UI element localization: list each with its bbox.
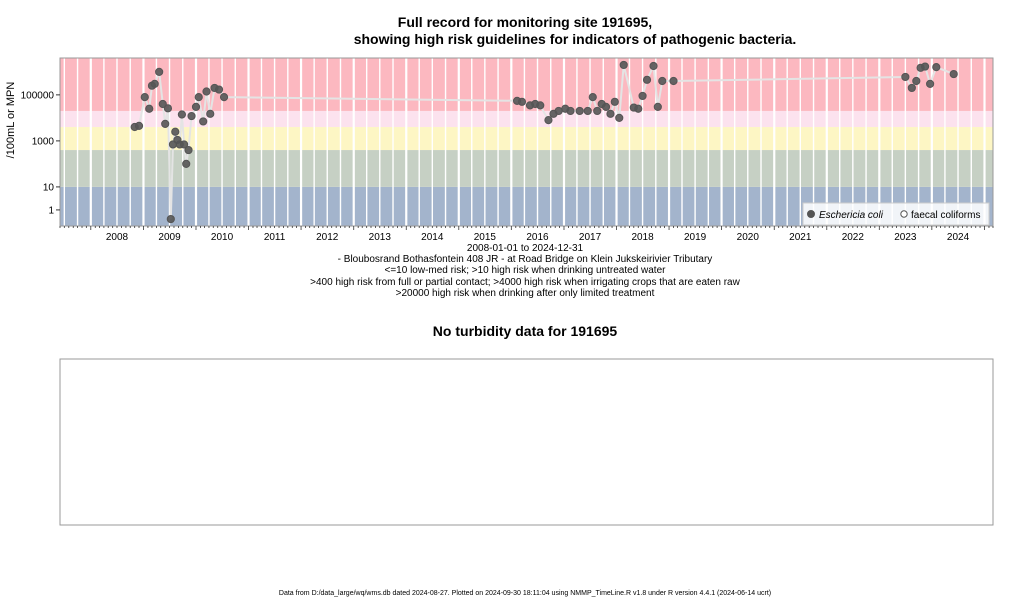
data-point	[921, 63, 928, 70]
data-point	[518, 98, 525, 105]
data-point	[589, 93, 596, 100]
x-tick-label: 2022	[841, 232, 864, 243]
data-point	[135, 122, 142, 129]
x-tick-label: 2011	[263, 232, 286, 243]
data-point	[908, 84, 915, 91]
data-point	[659, 77, 666, 84]
annotation-low-risk: <=10 low-med risk; >10 high risk when drinking untreated water	[384, 265, 666, 276]
data-point	[167, 215, 174, 222]
data-point	[555, 107, 562, 114]
y-tick-label: 10	[42, 182, 54, 194]
data-point	[183, 160, 190, 167]
data-point	[927, 80, 934, 87]
x-tick-label: 2010	[210, 232, 234, 243]
annotation-date-range: 2008-01-01 to 2024-12-31	[466, 243, 584, 254]
data-point	[207, 110, 214, 117]
x-tick-label: 2013	[368, 232, 391, 243]
x-tick-label: 2017	[578, 232, 602, 243]
data-point	[611, 98, 618, 105]
x-tick-label: 2021	[789, 232, 812, 243]
data-point	[185, 146, 192, 153]
legend-marker-open	[901, 211, 907, 217]
data-point	[584, 107, 591, 114]
data-point	[195, 93, 202, 100]
x-tick-label: 2009	[158, 232, 181, 243]
annotation-contact-risk: >400 high risk from full or partial contact; >4000 high risk when irrigating crops that are eaten raw	[310, 277, 740, 288]
x-tick-label: 2012	[316, 232, 339, 243]
data-point	[220, 93, 227, 100]
y-tick-label: 1000	[31, 136, 54, 148]
data-point	[567, 107, 574, 114]
data-point	[164, 105, 171, 112]
x-tick-label: 2020	[736, 232, 759, 243]
data-point	[639, 92, 646, 99]
x-axis	[60, 226, 993, 243]
data-point	[594, 107, 601, 114]
y-tick-label: 100000	[20, 90, 54, 102]
data-point	[602, 103, 609, 110]
turbidity-empty-plot	[60, 359, 993, 525]
data-point	[172, 128, 179, 135]
plot-area	[21, 58, 993, 243]
data-point	[607, 110, 614, 117]
legend-marker-filled	[808, 211, 815, 218]
data-point	[950, 70, 957, 77]
x-tick-label: 2019	[683, 232, 707, 243]
data-point	[215, 86, 222, 93]
x-tick-label: 2014	[421, 232, 444, 243]
chart-title-line2: showing high risk guidelines for indicators of pathogenic bacteria.	[353, 31, 797, 47]
x-tick-label: 2018	[631, 232, 654, 243]
data-point	[616, 114, 623, 121]
data-point	[576, 107, 583, 114]
y-axis	[21, 90, 60, 216]
data-point	[913, 77, 920, 84]
data-point	[670, 77, 677, 84]
x-tick-label: 2023	[894, 232, 917, 243]
data-point	[537, 102, 544, 109]
legend-label-ecoli: Eschericia coli	[819, 210, 883, 221]
data-point	[650, 62, 657, 69]
x-tick-label: 2015	[473, 232, 496, 243]
chart-title-line1: Full record for monitoring site 191695,	[397, 14, 653, 30]
annotation-treatment-risk: >20000 high risk when drinking after only limited treatment	[395, 288, 655, 299]
y-tick-label: 1	[48, 205, 54, 217]
data-point	[620, 61, 627, 68]
footer-note: Data from D:/data_large/wq/wms.db dated 2024-08-27. Plotted on 2024-09-30 18:11:04 using NMMP_TimeLine.R v1.8 under R version 4.4.1 (2024-06-14 ucrt)	[278, 590, 772, 597]
data-point	[545, 117, 552, 124]
data-point	[902, 73, 909, 80]
data-point	[203, 88, 210, 95]
y-axis-label: /100mL or MPN	[5, 81, 17, 159]
x-tick-label: 2024	[946, 232, 970, 243]
data-point	[200, 118, 207, 125]
data-point	[192, 103, 199, 110]
data-point	[188, 112, 195, 119]
data-point	[141, 93, 148, 100]
legend	[803, 203, 989, 225]
turbidity-title: No turbidity data for 191695	[432, 323, 618, 339]
data-point	[156, 68, 163, 75]
data-point	[162, 120, 169, 127]
data-point	[178, 111, 185, 118]
data-point	[635, 105, 642, 112]
data-point	[151, 80, 158, 87]
annotation-site: - Bloubosrand Bothasfontein 408 JR - at Road Bridge on Klein Jukskeirivier Tributary	[337, 254, 713, 265]
data-point	[654, 103, 661, 110]
x-tick-label: 2016	[526, 232, 549, 243]
x-tick-label: 2008	[105, 232, 129, 243]
data-point	[933, 64, 940, 71]
chart-annotations	[310, 243, 740, 299]
data-point	[146, 105, 153, 112]
data-point	[643, 76, 650, 83]
legend-label-faecal: faecal coliforms	[911, 210, 981, 221]
